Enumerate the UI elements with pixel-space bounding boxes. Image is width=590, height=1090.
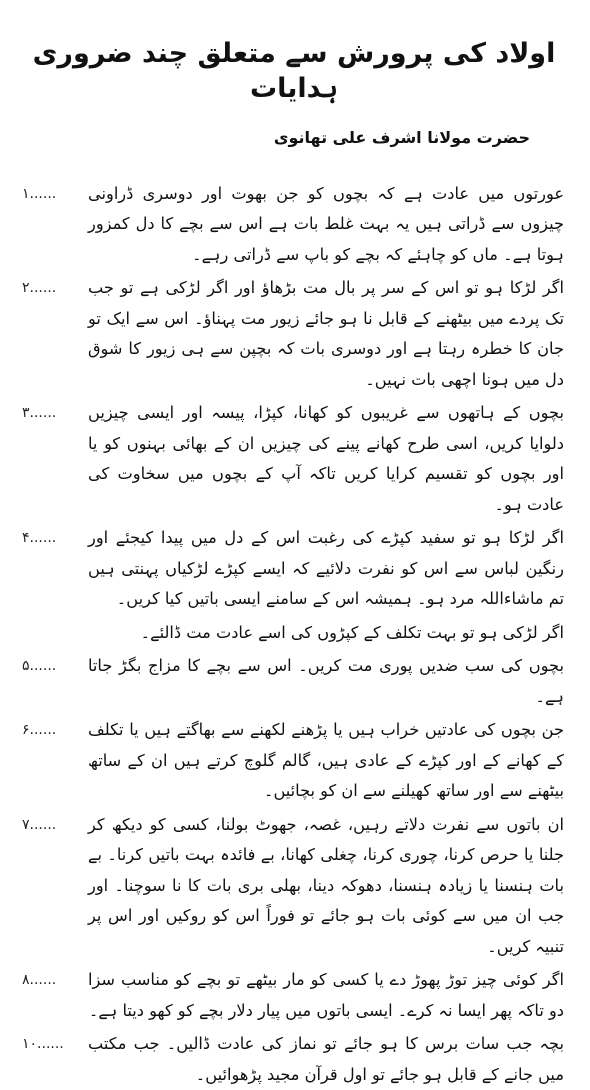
item-text: اگر کوئی چیز توڑ پھوڑ دے یا کسی کو مار بیٹھے تو بچے کو مناسب سزا دو تاکہ پھر ایسا نہ کرے۔ ایسی باتوں میں پیار دلار بچے کو کھو دیتا ہے۔ <box>88 970 564 1020</box>
item-text: بچہ جب سات برس کا ہو جائے تو نماز کی عادت ڈالیں۔ جب مکتب میں جانے کے قابل ہو جائے تو اول قرآن مجید پڑھوائیں۔ <box>88 1034 564 1084</box>
author-name: حضرت مولانا اشرف علی تھانوی <box>273 128 530 148</box>
page-title: اولاد کی پرورش سے متعلق چند ضروری ہدایات <box>32 38 556 105</box>
list-item <box>18 523 570 615</box>
item-text: بچوں کی سب ضدیں پوری مت کریں۔ اس سے بچے کا مزاج بگڑ جاتا ہے۔ <box>88 656 564 706</box>
item-text: ان باتوں سے نفرت دلاتے رہیں، غصہ، جھوٹ بولنا، کسی کو دیکھ کر جلنا یا حرص کرنا، چوری کرنا، چغلی کھانا، بے فائدہ بہت باتیں کرنا۔ بے بات ہنسنا یا زیادہ ہنسنا، دھوکہ دینا، بھلی بری بات کا نا سوچنا۔ اور جب ان میں سے کوئی بات ہو جائے تو فوراً اس کو روکیں اور اس پر تنبیہ کریں۔ <box>88 814 564 956</box>
item-number: ۵...... <box>22 658 57 675</box>
item-number: ۷...... <box>22 816 57 833</box>
item-text: اگر لڑکا ہو تو سفید کپڑے کی رغبت اس کے دل میں پیدا کیجئے اور رنگین لباس سے اس کو نفرت دلائیے کہ ایسے کپڑے لڑکیاں پہنتی ہیں تم ماشاءاللہ مرد ہو۔ ہمیشہ اس کے سامنے ایسی باتیں کیا کریں۔ <box>88 528 564 609</box>
list-item <box>18 810 570 963</box>
list-item-continuation <box>18 618 570 649</box>
item-text: جن بچوں کی عادتیں خراب ہیں یا پڑھنے لکھنے سے بھاگتے ہیں یا تکلف کے کھانے کے اور کپڑے کے عادی ہیں، گالم گلوچ کرتے ہیں ان کے ساتھ بیٹھنے سے اور ساتھ کھیلنے سے ان کو بچائیں۔ <box>88 720 564 801</box>
list-item <box>18 965 570 1026</box>
item-text: اگر لڑکا ہو تو اس کے سر پر بال مت بڑھاؤ اور اگر لڑکی ہے تو جب تک پردے میں بیٹھنے کے قابل نا ہو جائے زیور مت پہناؤ۔ اس سے ایک تو جان کا خطرہ رہتا ہے اور دوسری بات کہ بچپن سے ہی زیور کا شوق دل میں ہونا اچھی بات نہیں۔ <box>88 278 564 389</box>
item-number: ۱۰...... <box>22 1036 64 1053</box>
item-text: اگر لڑکی ہو تو بہت تکلف کے کپڑوں کی اسے عادت مت ڈالئے۔ <box>140 622 564 642</box>
item-number: ۶...... <box>22 722 57 739</box>
instruction-list <box>18 179 570 1090</box>
item-text: عورتوں میں عادت ہے کہ بچوں کو جن بھوت اور دوسری ڈراونی چیزوں سے ڈراتی ہیں یہ بہت غلط بات ہے اس سے بچے کا دل کمزور ہوتا ہے۔ ماں کو چاہئے کہ بچے کو باپ سے ڈراتی رہے۔ <box>88 183 564 264</box>
item-number: ۱...... <box>22 185 57 202</box>
item-number: ۲...... <box>22 280 57 297</box>
list-item <box>18 273 570 395</box>
item-number: ۸...... <box>22 972 57 989</box>
item-number: ۴...... <box>22 530 57 547</box>
item-text: بچوں کے ہاتھوں سے غریبوں کو کھانا، کپڑا، پیسہ اور ایسی چیزیں دلوایا کریں، اسی طرح کھانے پینے کی چیزیں ان کے بھائی بہنوں کو یا اور بچوں کو تقسیم کرایا کریں تاکہ آپ کے بچوں میں سخاوت کی عادت ہو۔ <box>88 403 564 514</box>
list-item <box>18 651 570 712</box>
list-item <box>18 398 570 520</box>
list-item <box>18 715 570 807</box>
list-item <box>18 1029 570 1090</box>
list-item <box>18 179 570 271</box>
item-number: ۳...... <box>22 405 57 422</box>
